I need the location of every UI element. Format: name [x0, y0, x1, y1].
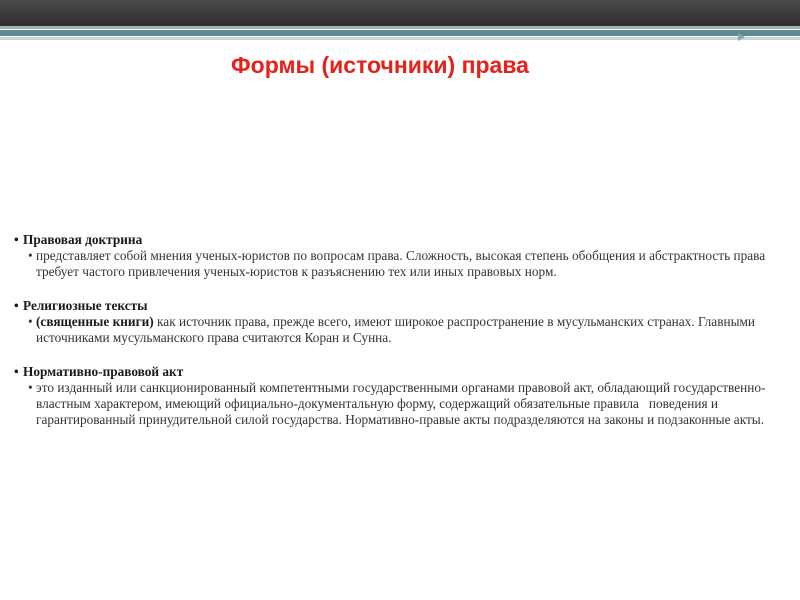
section-religious-texts — [14, 298, 800, 346]
triangle-marker-icon — [738, 33, 745, 41]
slide-title: Формы (источники) права — [231, 52, 529, 78]
header-band — [0, 0, 800, 26]
section-description — [28, 314, 800, 346]
header-stripe-pale — [0, 37, 800, 40]
section-description — [28, 248, 800, 280]
header-stripe-accent — [0, 30, 800, 36]
description-text: это изданный или санкционированный компетентными государственными органами правовой акт, обладающий государственно-властным характером, имеющий официально-документальную форму, содержащий обязательные правила поведения и гарантированный принудительной силой государства. Нормативно-правые акты подразделяются на законы и подзаконные акты. — [36, 380, 766, 427]
bullet-icon: • — [14, 232, 19, 247]
description-keyword: (священные книги) — [36, 314, 154, 329]
heading-text: Религиозные тексты — [23, 298, 148, 313]
section-legal-doctrine — [14, 232, 800, 280]
bullet-icon: • — [28, 314, 33, 329]
content-body — [14, 232, 800, 446]
section-heading — [14, 364, 800, 380]
description-text — [36, 314, 800, 346]
heading-text: Правовая доктрина — [23, 232, 143, 247]
bullet-icon: • — [14, 364, 19, 379]
description-text: представляет собой мнения ученых-юристов по вопросам права. Сложность, высокая степень обобщения и абстрактность права требует частого привлечения ученых-юристов к разъяснению тех или иных правовых норм. — [36, 248, 766, 279]
header-stripe-light — [0, 26, 800, 29]
section-normative-act — [14, 364, 800, 428]
description-rest: как источник права, прежде всего, имеют широкое распространение в мусульманских странах. Главными источниками мусульманского права считаются Коран и Сунна. — [36, 314, 756, 345]
section-heading — [14, 298, 800, 314]
heading-text: Нормативно-правовой акт — [23, 364, 184, 379]
bullet-icon: • — [28, 248, 33, 263]
bullet-icon: • — [28, 380, 33, 395]
section-heading — [14, 232, 800, 248]
bullet-icon: • — [14, 298, 19, 313]
section-description — [28, 380, 800, 428]
